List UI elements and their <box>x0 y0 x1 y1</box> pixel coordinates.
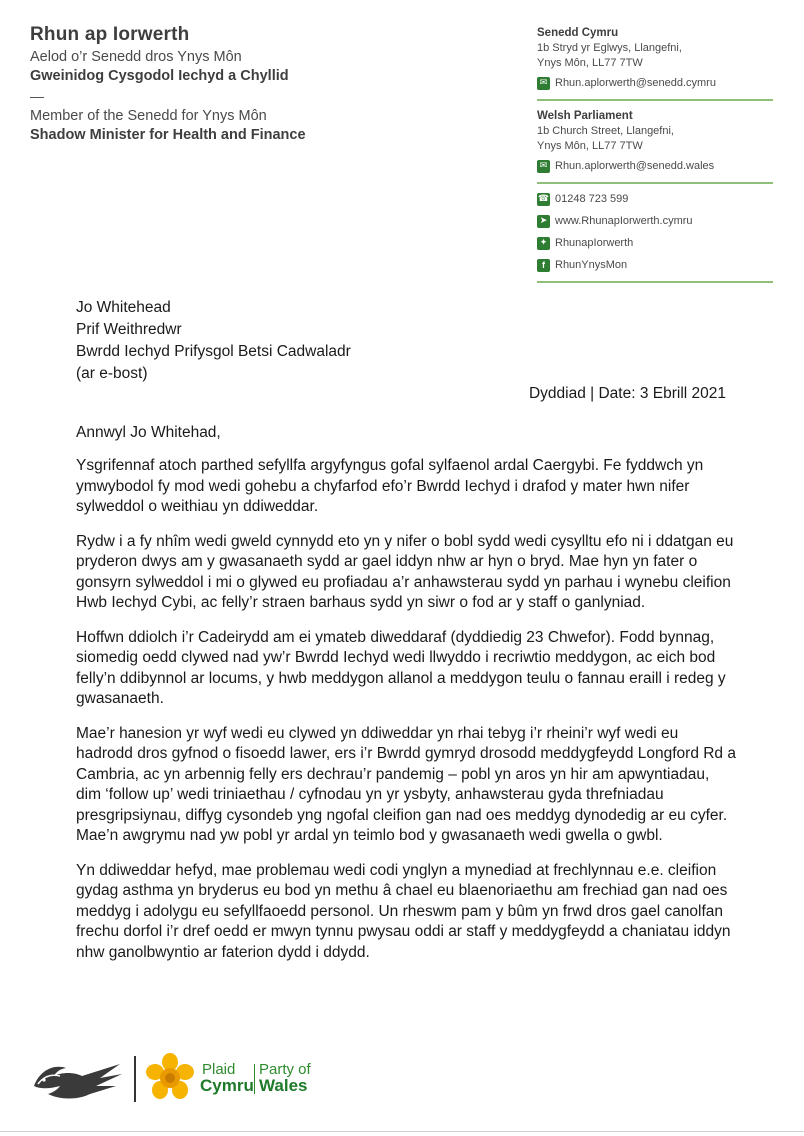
english-email-row[interactable] <box>537 159 773 174</box>
welsh-address-line-1: 1b Stryd yr Eglwys, Llangefni, <box>537 42 682 54</box>
english-role: Member of the Senedd for Ynys Môn <box>30 108 267 124</box>
daffodil-icon <box>144 1052 196 1104</box>
letter-body <box>76 456 736 977</box>
header-separator: — <box>30 88 44 104</box>
salutation: Annwyl Jo Whitehad, <box>76 424 221 441</box>
page-bottom-rule <box>0 1131 804 1132</box>
email-icon: ✉ <box>537 160 550 173</box>
plaid-text: Plaid <box>202 1061 236 1078</box>
welsh-title: Gweinidog Cysgodol Iechyd a Chyllid <box>30 68 289 84</box>
brand-divider <box>254 1064 255 1094</box>
twitter-row[interactable] <box>537 236 773 251</box>
website-link[interactable]: www.RhunapIorwerth.cymru <box>555 215 693 227</box>
member-header <box>30 24 306 145</box>
dragon-logo <box>30 1056 126 1102</box>
recipient-address <box>76 297 351 385</box>
facebook-icon: f <box>537 259 550 272</box>
paragraph: Hoffwn ddiolch i’r Cadeirydd am ei ymateb diweddaraf (dyddiedig 23 Chwefor). Fodd bynnag, siomedig oedd clywed nad yw’r Bwrdd Iechyd wedi llwyddo i recriwtio meddygon, ac eich bod felly’n ddibynnol ar locums, y hwb meddygon allanol a meddygon teulu o fannau eraill i redeg y gwasanaeth. <box>76 628 726 707</box>
email-icon: ✉ <box>537 77 550 90</box>
welsh-org: Senedd Cymru <box>537 27 619 39</box>
phone-icon: ☎ <box>537 194 550 204</box>
recipient-delivery: (ar e-bost) <box>76 365 148 382</box>
contact-divider <box>537 182 773 184</box>
party-of-text: Party of <box>259 1061 311 1078</box>
recipient-title: Prif Weithredwr <box>76 321 182 338</box>
member-name: Rhun ap Iorwerth <box>30 24 190 45</box>
english-address-line-1: 1b Church Street, Llangefni, <box>537 125 674 137</box>
facebook-handle[interactable]: RhunYnysMon <box>555 259 628 271</box>
english-email[interactable]: Rhun.aplorwerth@senedd.wales <box>555 160 715 172</box>
contact-divider <box>537 99 773 101</box>
facebook-row[interactable] <box>537 258 773 273</box>
twitter-handle[interactable]: RhunapIorwerth <box>555 237 634 249</box>
cymru-text: Cymru <box>200 1076 254 1095</box>
english-address-line-2: Ynys Môn, LL77 7TW <box>537 140 643 152</box>
english-title: Shadow Minister for Health and Finance <box>30 127 306 143</box>
recipient-organisation: Bwrdd Iechyd Prifysgol Betsi Cadwaladr <box>76 343 351 360</box>
welsh-email[interactable]: Rhun.aplorwerth@senedd.cymru <box>555 77 716 89</box>
twitter-icon: ✦ <box>537 237 550 250</box>
paragraph: Rydw i a fy nhîm wedi gweld cynnydd eto yn y nifer o bobl sydd wedi cysylltu efo ni i ddatgan eu pryderon dwys am y gwasanaeth sydd ar gael iddyn nhw ar hyn o bryd. Mae hyn yn fater o gonsyrn sylweddol i mi o glywed eu profiadau a’r anhawsterau sydd yn parhau i wynebu cleifion Hwb Iechyd Cybi, ac felly’r straen barhaus sydd yn siwr o fod ar y staff o ganlyniad. <box>76 532 734 611</box>
recipient-name: Jo Whitehead <box>76 299 171 316</box>
contact-block <box>537 26 773 291</box>
wales-text: Wales <box>259 1076 308 1095</box>
contact-divider <box>537 281 773 283</box>
paragraph: Yn ddiweddar hefyd, mae problemau wedi codi ynglyn a mynediad at frechlynnau e.e. cleifion gydag asthma yn bryderus eu bod yn methu â chael eu blaenoriaethu am frechiad gan nad oes meddyg i adolygu eu sefyllfaoedd personol. Un rheswm pam y bûm yn frwd dros gael canolfan frechu dorfol i’r dref oedd er mwyn tynnu pwysau oddi ar staff y meddygfeydd a chaniatau iddyn nhw ganolbwyntio ar faterion dydd i ddydd. <box>76 861 731 961</box>
welsh-email-row[interactable] <box>537 76 773 91</box>
welsh-role: Aelod o’r Senedd dros Ynys Môn <box>30 49 242 65</box>
letter-date: Dyddiad | Date: 3 Ebrill 2021 <box>528 385 726 402</box>
web-icon: ➤ <box>537 215 550 228</box>
english-org: Welsh Parliament <box>537 110 633 122</box>
phone-number[interactable]: 01248 723 599 <box>555 193 629 205</box>
paragraph: Mae’r hanesion yr wyf wedi eu clywed yn ddiweddar yn rhai tebyg i’r rheini’r wyf wedi eu hadrodd dros gyfnod o fisoedd lawer, ers i’r Bwrdd gymryd drosodd meddygfeydd Longford Rd a Cambria, ac yn arbennig felly ers dechrau’r pandemig – pobl yn aros yn hir am apwyntiadau, dim ‘follow up’ wedi triniaethau / cyfnodau yn yr ysbyty, anhawsterau gyda threfniadau presgripsiynau, diffyg cysondeb yng ngofal cleifion gan nad oes meddyg dynodedig ar eu cyfer. Mae’n awgrymu nad yw pobl yr ardal yn teimlo bod y gwasanaeth wedi gwella o gwbl. <box>76 724 736 844</box>
logo-divider <box>134 1056 136 1102</box>
phone-row[interactable] <box>537 192 773 207</box>
paragraph: Ysgrifennaf atoch parthed sefyllfa argyfyngus gofal sylfaenol ardal Caergybi. Fe fyddwch yn ymwybodol fy mod wedi gohebu a chyfarfod efo’r Bwrdd Iechyd i drafod y mater hwn nifer sylweddol o weithiau yn ddiweddar. <box>76 457 704 515</box>
website-row[interactable] <box>537 214 773 229</box>
footer-logos <box>30 1052 350 1104</box>
welsh-address-line-2: Ynys Môn, LL77 7TW <box>537 57 643 69</box>
